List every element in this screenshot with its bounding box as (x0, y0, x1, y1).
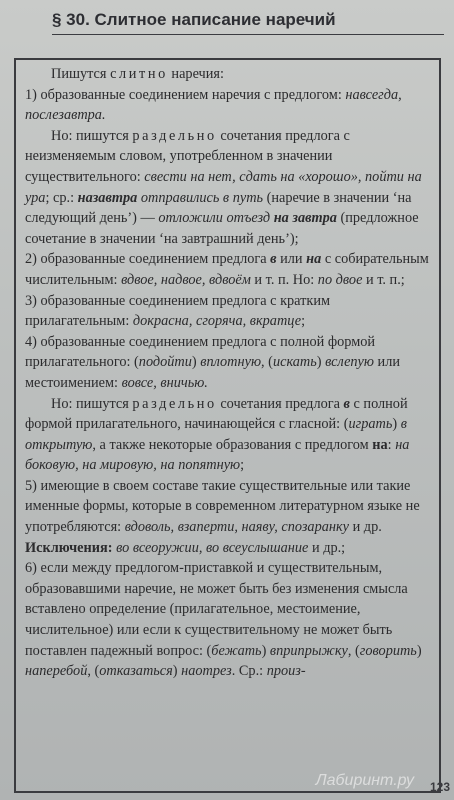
item-text: 2) образованные соединением предлога (25, 251, 271, 268)
note-text: ; (240, 457, 245, 474)
example: вдоволь, взаперти, наяву, спозаранку (124, 519, 349, 536)
example: вдвое, надвое, вдвоём (121, 271, 251, 288)
example: подойти (138, 354, 192, 371)
rule-item-5 (25, 476, 433, 558)
rule-item-3 (25, 291, 433, 332)
item-text: 4) образованные соединением предлога с полной формой прилагательного: ( (25, 333, 376, 371)
example: вплотную (200, 354, 262, 371)
preposition-bold: на (372, 436, 388, 453)
item-text: с собирательным числительным: (25, 251, 429, 288)
example: вовсе, вничью. (121, 374, 208, 391)
watermark: Лабиринт.ру (315, 772, 414, 789)
item-text: , ( (87, 663, 100, 680)
example: свести на нет, сдать на «хорошо», пойти на ура (25, 168, 422, 206)
item-text: и т. п. Но: (250, 271, 318, 288)
section-heading: § 30. Слитное написание наречий (52, 10, 444, 35)
example: произ- (266, 663, 306, 680)
example-bold: на завтра (273, 210, 337, 227)
note-text: Но: пишутся (51, 127, 133, 144)
example: наперебой (25, 663, 88, 680)
page-number: 123 (429, 780, 450, 794)
note-text: сочетания предлога (216, 395, 344, 412)
example: говорить (359, 642, 417, 659)
note-text: ) (392, 416, 401, 433)
example: вслепую (325, 354, 374, 371)
example: по двое (317, 271, 363, 288)
example: бежать (211, 642, 262, 659)
item-text: 1) образованные соединением наречия с предлогом: (25, 86, 346, 103)
note-spaced-word: раздельно (132, 127, 217, 144)
preposition-bold: в (270, 251, 277, 268)
item-text: ) (191, 354, 201, 371)
example: наотрез (181, 663, 232, 680)
item-text: или (276, 251, 307, 268)
note-text: с полной формой прилагательного, начинающейся с гласной: ( (25, 395, 408, 433)
exceptions-label: Исключения: (25, 539, 113, 556)
rule-note-1 (25, 126, 433, 250)
example: искать (272, 354, 317, 371)
example: отказаться (99, 663, 173, 680)
item-text: или местоимением: (25, 354, 400, 391)
rule-intro (25, 64, 433, 85)
item-text: ; (301, 313, 306, 330)
note-text: : (387, 436, 396, 453)
item-text: , ( (261, 354, 273, 371)
example: отложили отъезд (158, 210, 274, 227)
example: в открытую (25, 416, 407, 453)
example: навсегда, послезавтра. (25, 86, 402, 124)
item-text: ) (172, 663, 182, 680)
item-text: и др.; (308, 539, 346, 556)
item-text: и др. (349, 519, 382, 536)
example-bold: назавтра (77, 189, 138, 206)
example: на боковую, на мировую, на попятную (25, 436, 410, 474)
item-text: , ( (347, 642, 360, 659)
example: отправились в путь (137, 189, 264, 206)
item-text: ) (416, 642, 422, 659)
rule-item-4 (25, 332, 433, 394)
rule-item-6 (25, 558, 433, 682)
item-text: 6) если между предлогом-приставкой и существительным, образовавшими наречие, не может быть без изменения смысла вставлено определение (прилагательное, местоимение, числительное) или если к существительному не может быть поставлен падежный вопрос: ( (25, 560, 408, 659)
example: во всеоружии, во всеуслышание (112, 539, 309, 556)
example: вприпрыжку (269, 642, 348, 659)
rule-box (14, 58, 441, 793)
rule-note-2 (25, 394, 433, 476)
note-text: (наречие в значении ‘на следующий день’) — (25, 189, 412, 227)
rule-item-1 (25, 85, 433, 126)
item-text: ) (261, 642, 270, 659)
item-text: и т. п.; (362, 271, 405, 288)
example: играть (348, 416, 393, 433)
item-text: . Ср.: (231, 663, 267, 680)
rule-item-2 (25, 249, 433, 290)
note-text: ; ср.: (45, 189, 78, 206)
note-text: Но: пишутся (51, 395, 133, 412)
note-text: (предложное сочетание в значении ‘на завтрашний день’); (25, 210, 419, 247)
preposition-bold: в (343, 395, 350, 412)
intro-text-end: наречия: (167, 66, 224, 82)
note-text: сочетания предлога с неизменяемым словом, употребленном в значении существительного: (25, 127, 350, 185)
note-spaced-word: раздельно (132, 395, 217, 412)
example: докрасна, сгоряча, вкратце (132, 313, 302, 330)
item-text: ) (316, 354, 326, 371)
item-text: 3) образованные соединением предлога с кратким прилагательным: (25, 292, 331, 330)
preposition-bold: на (306, 251, 322, 268)
item-text: 5) имеющие в своем составе такие существительные или такие именные формы, которые в современном литературном языке не употребляются: (25, 477, 420, 536)
rule-content (16, 60, 439, 682)
intro-spaced-word: слитно (110, 66, 168, 82)
note-text: , а также некоторые образования с предлогом (92, 436, 373, 453)
intro-text: Пишутся (51, 66, 111, 82)
